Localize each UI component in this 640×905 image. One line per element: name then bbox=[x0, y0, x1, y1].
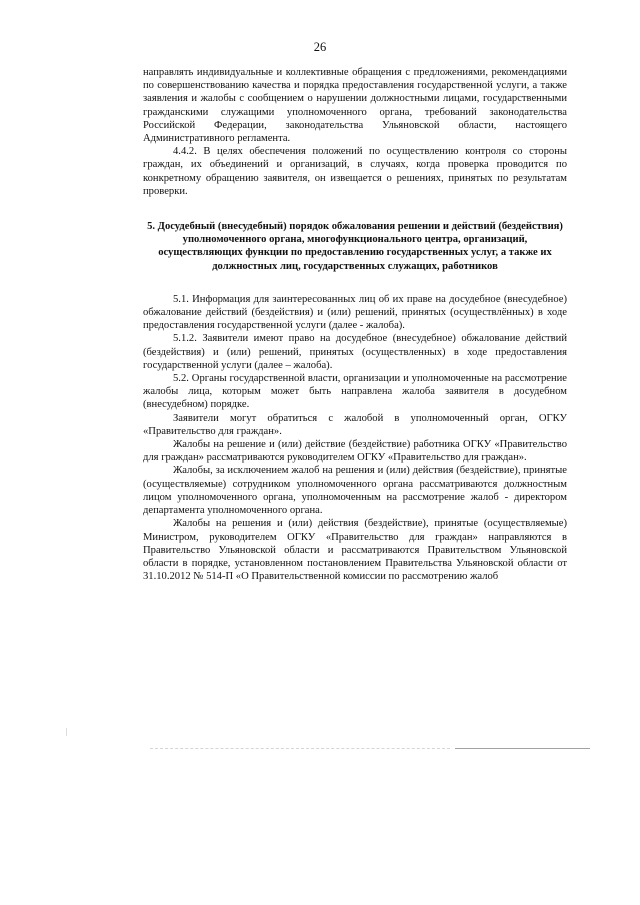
paragraph-complaints-exception: Жалобы, за исключением жалоб на решения и (или) действия (бездействие), принятые (осуществляемые) сотрудником уполномоченного органа рассматриваются должностным лицом уполномоченного органа, уполномоченным на рассмотрение жалоб - директором департамента уполномоченного органа. bbox=[143, 465, 567, 517]
paragraph-complaints-ogku-worker: Жалобы на решение и (или) действие (бездействие) работника ОГКУ «Правительство для граждан» рассматриваются руководителем ОГКУ «Правительство для граждан». bbox=[143, 439, 567, 464]
scan-artifact-dashes bbox=[150, 748, 450, 749]
paragraph-appeals-right: направлять индивидуальные и коллективные обращения с предложениями, рекомендациями по совершенствованию качества и порядка предоставления государственной услуги, а также заявления и жалобы с сообщением о нарушении должностными лицами, государственными гражданскими служащими уполномоченного органа, требований законодательства Российской Федерации, законодательства Ульяновской области, настоящего Административного регламента. bbox=[143, 67, 567, 145]
scan-artifact-mark bbox=[66, 728, 69, 736]
paragraph-5-1-2: 5.1.2. Заявители имеют право на досудебное (внесудебное) обжалование действий (бездействия) и (или) решений, принятых (осуществленных) в ходе предоставления государственной услуги (далее – жалоба). bbox=[143, 333, 567, 371]
paragraph-5-2: 5.2. Органы государственной власти, организации и уполномоченные на рассмотрение жалобы лица, которым может быть направлена жалоба заявителя в досудебном (внесудебном) порядке. bbox=[143, 373, 567, 411]
page-number: 26 bbox=[313, 40, 327, 54]
paragraph-4-4-2: 4.4.2. В целях обеспечения положений по осуществлению контроля со стороны граждан, их объединений и организаций, в случаях, когда проверка проводится по конкретному обращению заявителя, он извещается о решениях, принятых по результатам проверки. bbox=[143, 146, 567, 197]
section-5-heading: 5. Досудебный (внесудебный) порядок обжалования решении и действий (бездействия) уполномоченного органа, многофункционального центра, организаций, осуществляющих функции по предоставлению государственных услуг, а также их должностных лиц, государственных служащих, работников bbox=[147, 221, 563, 272]
paragraph-applicants-may-appeal: Заявители могут обратиться с жалобой в уполномоченный орган, ОГКУ «Правительство для граждан». bbox=[143, 412, 567, 437]
paragraph-complaints-minister: Жалобы на решения и (или) действия (бездействие), принятые (осуществляемые) Министром, руководителем ОГКУ «Правительство для граждан» направляются в Правительство Ульяновской области и рассматриваются Правительством Ульяновской области в порядке, установленном постановлением Правительства Ульяновской области от 31.10.2012 № 514-П «О Правительственной комиссии по рассмотрению жалоб bbox=[143, 518, 567, 583]
document-body bbox=[143, 66, 567, 583]
paragraph-5-1: 5.1. Информация для заинтересованных лиц об их праве на досудебное (внесудебное) обжалование действий (бездействия) и (или) решений, принятых (осуществлённых) в ходе предоставления государственной услуги (далее - жалоба). bbox=[143, 293, 567, 332]
scan-artifact-rule bbox=[455, 748, 590, 749]
